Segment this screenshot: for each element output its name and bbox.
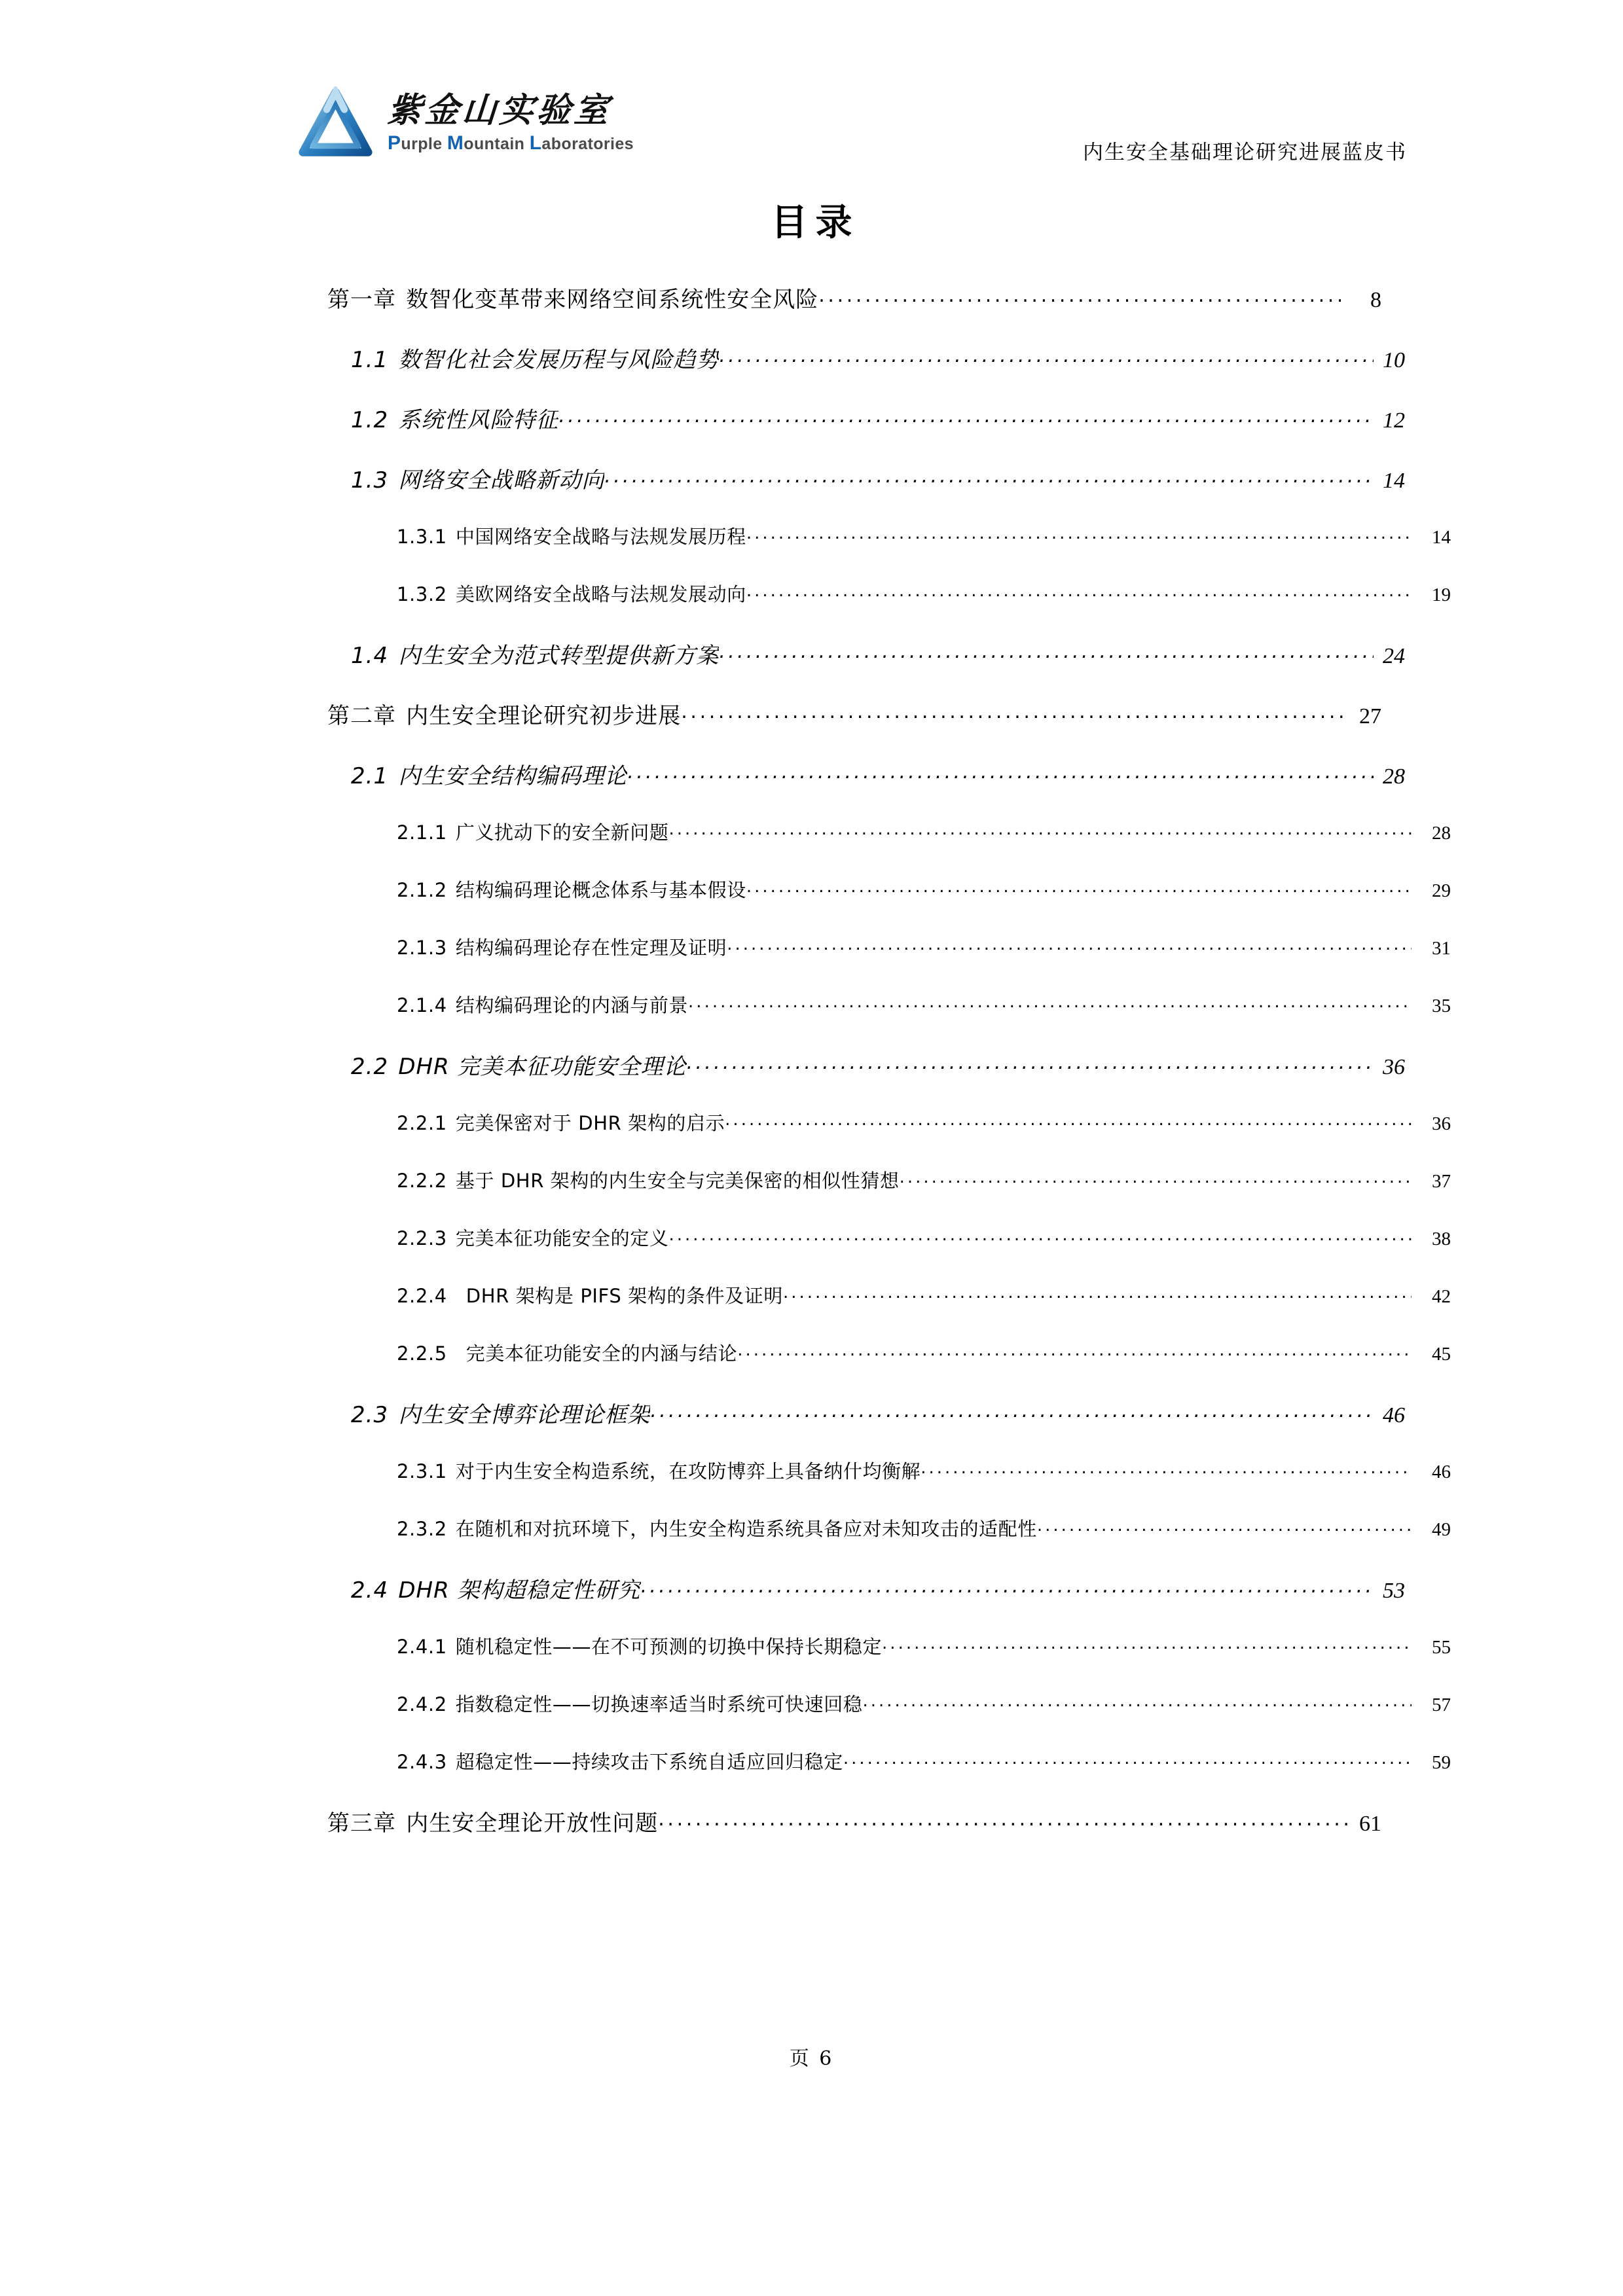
- toc-dot-leader: [687, 1052, 1374, 1074]
- toc-entry-text: 网络安全战略新动向: [398, 467, 605, 493]
- toc-entry-page-number: 46: [1432, 1462, 1451, 1482]
- toc-dot-leader: [658, 1808, 1349, 1831]
- toc-dot-leader: [725, 1111, 1412, 1130]
- toc-entry-text: 对于内生安全构造系统，在攻防博弈上具备纳什均衡解: [455, 1460, 921, 1482]
- toc-entry-text: 内生安全博弈论理论框架: [398, 1402, 651, 1428]
- toc-entry-number: 2.1.1: [397, 821, 447, 844]
- toc-entry-label: [351, 637, 719, 670]
- toc-entry[interactable]: [397, 1515, 1451, 1572]
- toc-entry[interactable]: [397, 818, 1451, 876]
- toc-entry-text: DHR 完美本征功能安全理论: [398, 1054, 687, 1080]
- toc-entry-page-number: 31: [1432, 938, 1451, 959]
- toc-entry-number: 2.3: [351, 1402, 389, 1428]
- toc-entry[interactable]: [397, 1339, 1451, 1397]
- toc-entry-label: [397, 1457, 921, 1484]
- toc-dot-leader: [558, 405, 1374, 427]
- toc-entry-label: [397, 1166, 900, 1193]
- toc-entry-page-number: 42: [1432, 1286, 1451, 1307]
- toc-entry-page-number: 46: [1383, 1403, 1405, 1427]
- logo-en-ountain: ountain: [464, 134, 530, 153]
- logo-chinese-name: 紫金山实验室: [386, 90, 613, 130]
- toc-entry-text: 内生安全结构编码理论: [398, 763, 628, 789]
- toc-entry-text: 数智化社会发展历程与风险趋势: [398, 347, 720, 373]
- toc-dot-leader: [719, 641, 1374, 663]
- toc-entry-number: 2.3.2: [397, 1518, 447, 1540]
- toc-dot-leader: [783, 1283, 1412, 1302]
- toc-entry-number: 第二章: [327, 703, 396, 729]
- toc-entry-page-number: 10: [1383, 348, 1405, 372]
- toc-entry-number: 2.1: [351, 763, 389, 789]
- toc-entry-text: DHR 架构超稳定性研究: [398, 1577, 641, 1604]
- toc-entry-label: [397, 1690, 862, 1717]
- table-of-contents: [327, 281, 1451, 1865]
- toc-entry-number: 2.1.3: [397, 937, 447, 959]
- toc-entry-label: [397, 1339, 737, 1366]
- toc-entry-number: 1.1: [351, 347, 389, 373]
- toc-entry[interactable]: [351, 758, 1405, 818]
- toc-entry[interactable]: [397, 1224, 1451, 1282]
- toc-entry[interactable]: [397, 933, 1451, 991]
- toc-entry-number: 2.4.1: [397, 1636, 447, 1658]
- footer-page-number: 页 6: [789, 2047, 834, 2070]
- toc-entry-label: [397, 876, 746, 903]
- toc-dot-leader: [746, 878, 1412, 897]
- toc-entry-label: [397, 818, 668, 845]
- toc-entry-text: 内生安全理论开放性问题: [406, 1810, 659, 1837]
- toc-entry[interactable]: [397, 991, 1451, 1049]
- toc-entry-label: [397, 1515, 1037, 1541]
- toc-dot-leader: [641, 1575, 1374, 1598]
- toc-entry-number: 2.4.2: [397, 1693, 447, 1715]
- toc-entry[interactable]: [351, 637, 1405, 698]
- toc-entry-page-number: 36: [1383, 1055, 1405, 1079]
- toc-entry-number: 2.2.4: [397, 1285, 447, 1307]
- toc-entry-page-number: 61: [1359, 1812, 1381, 1836]
- toc-entry-text: 结构编码理论概念体系与基本假设: [455, 879, 746, 901]
- toc-entry-page-number: 45: [1432, 1344, 1451, 1365]
- toc-entry-text: 完美保密对于 DHR 架构的启示: [455, 1112, 725, 1134]
- toc-entry-text: 超稳定性——持续攻击下系统自适应回归稳定: [455, 1751, 843, 1773]
- toc-entry-text: DHR 架构是 PIFS 架构的条件及证明: [465, 1285, 783, 1307]
- toc-entry-number: 2.4: [351, 1577, 389, 1604]
- toc-entry-label: [351, 462, 604, 494]
- toc-entry-label: [351, 758, 627, 790]
- toc-entry-number: 2.2.5: [397, 1342, 447, 1365]
- toc-entry-page-number: 28: [1383, 764, 1405, 789]
- toc-dot-leader: [688, 993, 1412, 1012]
- toc-entry-text: 中国网络安全战略与法规发展历程: [455, 526, 746, 548]
- toc-entry-label: [327, 281, 818, 314]
- toc-dot-leader: [1037, 1516, 1412, 1535]
- toc-entry-label: [327, 1805, 658, 1837]
- toc-entry-number: 1.4: [351, 643, 389, 669]
- toc-entry[interactable]: [397, 1632, 1451, 1690]
- toc-entry-number: 2.1.2: [397, 879, 447, 901]
- toc-entry-label: [397, 1748, 843, 1774]
- logo-en-l: L: [529, 132, 542, 154]
- toc-entry-page-number: 35: [1432, 996, 1451, 1016]
- logo-en-p: P: [388, 132, 401, 154]
- toc-entry[interactable]: [397, 1166, 1451, 1224]
- toc-entry-number: 1.2: [351, 407, 389, 433]
- toc-entry-text: 在随机和对抗环境下，内生安全构造系统具备应对未知攻击的适配性: [455, 1518, 1037, 1540]
- toc-entry-text: 广义扰动下的安全新问题: [455, 821, 669, 844]
- toc-entry[interactable]: [351, 1049, 1405, 1109]
- toc-entry[interactable]: [397, 1690, 1451, 1748]
- toc-dot-leader: [650, 1400, 1374, 1422]
- toc-entry-label: [351, 1049, 687, 1081]
- toc-entry-page-number: 57: [1432, 1695, 1451, 1715]
- organization-logo: [298, 86, 634, 160]
- toc-dot-leader: [627, 761, 1374, 783]
- toc-dot-leader: [719, 345, 1374, 367]
- toc-entry[interactable]: [327, 698, 1381, 758]
- toc-entry-text: 内生安全为范式转型提供新方案: [398, 643, 720, 669]
- toc-entry[interactable]: [351, 342, 1405, 402]
- toc-dot-leader: [746, 582, 1412, 601]
- toc-entry-page-number: 14: [1383, 469, 1405, 493]
- logo-english-name: [388, 134, 634, 153]
- toc-entry[interactable]: [327, 1805, 1381, 1865]
- toc-entry-number: 第一章: [327, 287, 396, 313]
- toc-entry-number: 1.3: [351, 467, 389, 493]
- toc-entry-text: 结构编码理论存在性定理及证明: [455, 937, 727, 959]
- header-document-title: 内生安全基础理论研究进展蓝皮书: [1083, 141, 1407, 164]
- toc-entry-page-number: 24: [1383, 644, 1405, 668]
- toc-entry[interactable]: [351, 462, 1405, 522]
- toc-entry[interactable]: [397, 580, 1451, 637]
- toc-entry[interactable]: [397, 1748, 1451, 1805]
- toc-entry-label: [351, 402, 558, 434]
- toc-entry[interactable]: [397, 876, 1451, 933]
- logo-text-block: [386, 90, 634, 154]
- toc-dot-leader: [604, 465, 1374, 488]
- toc-entry-label: [397, 580, 746, 607]
- toc-entry-text: 数智化变革带来网络空间系统性安全风险: [406, 287, 819, 313]
- toc-entry-label: [397, 1109, 725, 1136]
- toc-entry-number: 2.3.1: [397, 1460, 447, 1482]
- toc-entry-label: [397, 1224, 668, 1251]
- toc-entry-label: [351, 1397, 650, 1429]
- toc-entry[interactable]: [397, 1282, 1451, 1339]
- toc-entry-text: 指数稳定性——切换速率适当时系统可快速回稳: [455, 1693, 863, 1715]
- toc-entry-page-number: 36: [1432, 1113, 1451, 1134]
- toc-entry-number: 2.1.4: [397, 994, 447, 1016]
- toc-entry-text: 结构编码理论的内涵与前景: [455, 994, 689, 1016]
- toc-entry-label: [351, 342, 719, 374]
- toc-entry-number: 2.2: [351, 1054, 389, 1080]
- toc-entry[interactable]: [397, 1457, 1451, 1515]
- toc-entry-label: [397, 933, 727, 960]
- toc-dot-leader: [668, 1226, 1412, 1245]
- toc-entry-page-number: 12: [1383, 408, 1405, 433]
- toc-dot-leader: [921, 1459, 1412, 1478]
- toc-entry-label: [397, 991, 688, 1018]
- toc-entry-text: 基于 DHR 架构的内生安全与完美保密的相似性猜想: [455, 1170, 900, 1192]
- toc-dot-leader: [737, 1341, 1412, 1360]
- toc-entry-label: [351, 1572, 641, 1604]
- toc-entry-text: 系统性风险特征: [398, 407, 559, 433]
- toc-entry[interactable]: [397, 522, 1451, 580]
- page-header: [298, 86, 1407, 178]
- toc-entry[interactable]: [351, 1572, 1405, 1632]
- toc-entry-page-number: 38: [1432, 1229, 1451, 1249]
- toc-entry-label: [397, 1282, 783, 1308]
- toc-entry-page-number: 8: [1370, 288, 1381, 312]
- toc-entry-page-number: 27: [1359, 704, 1381, 728]
- toc-entry-page-number: 49: [1432, 1519, 1451, 1540]
- toc-entry[interactable]: [351, 1397, 1405, 1457]
- toc-entry-number: 2.2.1: [397, 1112, 447, 1134]
- toc-dot-leader: [818, 285, 1341, 307]
- toc-entry-text: 美欧网络安全战略与法规发展动向: [455, 583, 746, 605]
- toc-entry[interactable]: [327, 281, 1381, 342]
- toc-entry-page-number: 19: [1432, 584, 1451, 605]
- toc-entry-number: 第三章: [327, 1810, 396, 1837]
- toc-entry-text: 完美本征功能安全的定义: [455, 1227, 669, 1249]
- toc-dot-leader: [900, 1168, 1412, 1187]
- toc-dot-leader: [668, 820, 1412, 839]
- toc-entry-label: [397, 522, 746, 549]
- toc-entry-page-number: 59: [1432, 1752, 1451, 1773]
- toc-entry-number: 2.4.3: [397, 1751, 447, 1773]
- toc-entry-number: 1.3.1: [397, 526, 447, 548]
- toc-entry-text: 内生安全理论研究初步进展: [406, 703, 682, 729]
- toc-dot-leader: [727, 935, 1412, 954]
- toc-dot-leader: [746, 524, 1412, 543]
- toc-dot-leader: [843, 1749, 1412, 1768]
- toc-entry-number: 2.2.3: [397, 1227, 447, 1249]
- toc-dot-leader: [862, 1692, 1412, 1711]
- toc-dot-leader: [882, 1634, 1412, 1653]
- toc-entry-label: [327, 698, 681, 730]
- toc-entry-page-number: 14: [1432, 527, 1451, 548]
- toc-entry-text: 完美本征功能安全的内涵与结论: [465, 1342, 738, 1365]
- toc-entry-page-number: 37: [1432, 1171, 1451, 1192]
- toc-entry-page-number: 29: [1432, 880, 1451, 901]
- toc-entry-text: 随机稳定性——在不可预测的切换中保持长期稳定: [455, 1636, 883, 1658]
- logo-en-aboratories: aboratories: [541, 134, 634, 153]
- toc-entry-page-number: 28: [1432, 823, 1451, 844]
- penrose-triangle-logo-icon: [298, 86, 373, 160]
- toc-entry-page-number: 55: [1432, 1637, 1451, 1658]
- toc-entry-page-number: 53: [1383, 1579, 1405, 1603]
- page-title: 目录: [771, 202, 860, 244]
- toc-dot-leader: [681, 701, 1349, 723]
- toc-entry[interactable]: [351, 402, 1405, 462]
- logo-en-urple: urple: [401, 134, 447, 153]
- toc-entry-label: [397, 1632, 882, 1659]
- logo-en-m: M: [447, 132, 464, 154]
- toc-entry-number: 2.2.2: [397, 1170, 447, 1192]
- toc-entry[interactable]: [397, 1109, 1451, 1166]
- toc-entry-number: 1.3.2: [397, 583, 447, 605]
